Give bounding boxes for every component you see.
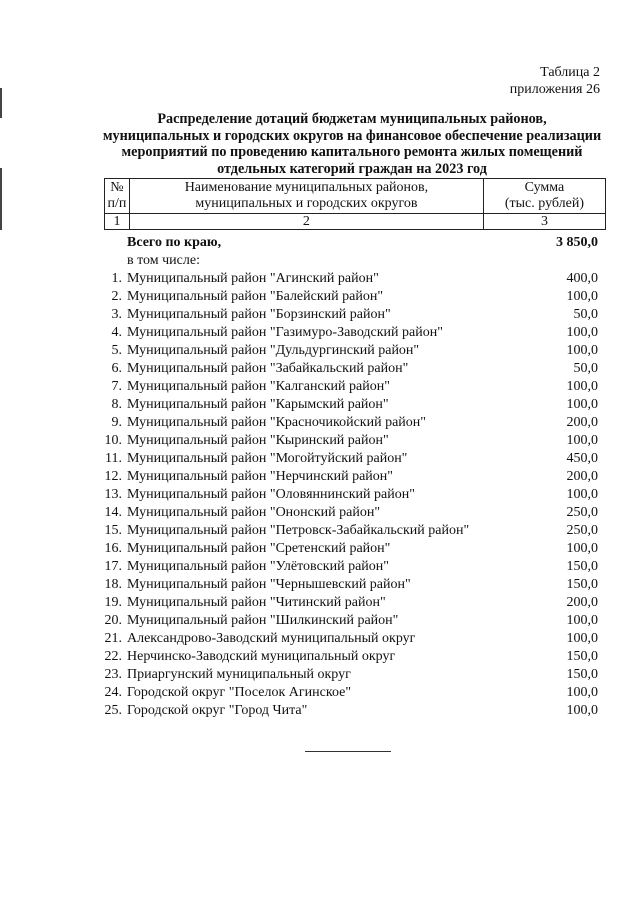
table-row: [0, 432, 640, 450]
row-name: Городской округ "Поселок Агинское": [127, 685, 352, 700]
including-label: в том числе:: [127, 253, 200, 268]
row-number: 22.: [104, 649, 122, 664]
caption-table-number: Таблица 2: [540, 65, 600, 80]
table-row: [0, 666, 640, 684]
row-name: Приаргунский муниципальный округ: [127, 667, 351, 682]
table-row: [0, 558, 640, 576]
table-row: [0, 630, 640, 648]
row-value: 100,0: [566, 541, 598, 556]
row-name: Муниципальный район "Балейский район": [127, 289, 384, 304]
row-number: 18.: [104, 577, 122, 592]
header-col-name-line: муниципальных и городских округов: [195, 196, 418, 211]
table-row: [0, 540, 640, 558]
table-row: [0, 594, 640, 612]
row-number: 7.: [111, 379, 122, 394]
row-number: 25.: [104, 703, 122, 718]
row-value: 450,0: [566, 451, 598, 466]
caption-appendix: приложения 26: [509, 82, 600, 97]
header-col-sum: [483, 179, 605, 214]
row-value: 150,0: [566, 649, 598, 664]
table-row: [0, 450, 640, 468]
title-line: мероприятий по проведению капитального ремонта жилых помещений: [121, 144, 583, 160]
table-row: [0, 306, 640, 324]
table-row: [0, 288, 640, 306]
row-value: 100,0: [566, 379, 598, 394]
header-index-2: 2: [129, 214, 483, 230]
total-row: [0, 234, 640, 252]
row-value: 100,0: [566, 703, 598, 718]
row-value: 100,0: [566, 289, 598, 304]
row-number: 1.: [111, 271, 122, 286]
row-value: 50,0: [573, 361, 598, 376]
table-row: [0, 414, 640, 432]
row-name: Муниципальный район "Газимуро-Заводский район": [127, 325, 443, 340]
header-col-sum-line: (тыс. рублей): [504, 196, 585, 211]
table-row: [0, 522, 640, 540]
table-header: [104, 178, 606, 230]
row-name: Муниципальный район "Петровск-Забайкальский район": [127, 523, 470, 538]
row-value: 150,0: [566, 577, 598, 592]
row-value: 100,0: [566, 343, 598, 358]
row-value: 200,0: [566, 469, 598, 484]
row-value: 200,0: [566, 415, 598, 430]
row-name: Муниципальный район "Ононский район": [127, 505, 381, 520]
row-number: 21.: [104, 631, 122, 646]
table-row: [0, 576, 640, 594]
row-name: Муниципальный район "Чернышевский район": [127, 577, 411, 592]
row-value: 100,0: [566, 631, 598, 646]
table-row: [0, 612, 640, 630]
row-value: 50,0: [573, 307, 598, 322]
row-value: 150,0: [566, 559, 598, 574]
row-number: 15.: [104, 523, 122, 538]
table-row: [0, 270, 640, 288]
row-value: 250,0: [566, 523, 598, 538]
row-number: 20.: [104, 613, 122, 628]
row-number: 14.: [104, 505, 122, 520]
row-number: 5.: [111, 343, 122, 358]
row-number: 17.: [104, 559, 122, 574]
total-label: Всего по краю,: [127, 235, 222, 250]
header-col-number-label: № п/п: [107, 180, 127, 211]
table-row: [0, 486, 640, 504]
scan-margin-mark: [0, 168, 2, 230]
header-col-name: [129, 179, 483, 214]
header-col-sum-line: Сумма: [524, 180, 565, 195]
row-value: 100,0: [566, 433, 598, 448]
table-row: [0, 342, 640, 360]
row-number: 16.: [104, 541, 122, 556]
row-name: Муниципальный район "Калганский район": [127, 379, 390, 394]
row-name: Муниципальный район "Читинский район": [127, 595, 386, 610]
title-line: муниципальных и городских округов на финансовое обеспечение реализации: [102, 127, 602, 144]
row-number: 2.: [111, 289, 122, 304]
row-name: Муниципальный район "Могойтуйский район": [127, 451, 408, 466]
row-number: 9.: [111, 415, 122, 430]
table-row: [0, 702, 640, 720]
header-col-name-line: Наименование муниципальных районов,: [184, 180, 429, 195]
row-number: 19.: [104, 595, 122, 610]
row-value: 100,0: [566, 685, 598, 700]
row-name: Муниципальный район "Кыринский район": [127, 433, 389, 448]
row-value: 200,0: [566, 595, 598, 610]
table-row: [0, 504, 640, 522]
row-value: 100,0: [566, 397, 598, 412]
table-row: [0, 684, 640, 702]
table-row: [0, 648, 640, 666]
row-value: 400,0: [566, 271, 598, 286]
table-row: [0, 468, 640, 486]
title-line: Распределение дотаций бюджетам муниципальных районов,: [157, 111, 547, 127]
row-name: Муниципальный район "Борзинский район": [127, 307, 391, 322]
document-title: [88, 111, 616, 177]
row-name: Александрово-Заводский муниципальный округ: [127, 631, 416, 646]
row-name: Муниципальный район "Оловяннинский район": [127, 487, 415, 502]
row-value: 250,0: [566, 505, 598, 520]
row-name: Муниципальный район "Улётовский район": [127, 559, 389, 574]
row-name: Городской округ "Город Чита": [127, 703, 308, 718]
subtotal-label-row: [0, 252, 640, 270]
row-number: 13.: [104, 487, 122, 502]
table-row: [0, 360, 640, 378]
row-number: 24.: [104, 685, 122, 700]
row-number: 23.: [104, 667, 122, 682]
row-value: 100,0: [566, 487, 598, 502]
row-number: 10.: [104, 433, 122, 448]
table-row: [0, 378, 640, 396]
row-value: 100,0: [566, 613, 598, 628]
row-name: Муниципальный район "Нерчинский район": [127, 469, 393, 484]
row-name: Муниципальный район "Агинский район": [127, 271, 379, 286]
row-number: 6.: [111, 361, 122, 376]
header-index-1: 1: [105, 214, 130, 230]
table-row: [0, 324, 640, 342]
row-value: 150,0: [566, 667, 598, 682]
row-value: 100,0: [566, 325, 598, 340]
end-of-table-rule: [305, 751, 391, 752]
title-line: отдельных категорий граждан на 2023 год: [217, 160, 487, 177]
total-value: 3 850,0: [556, 235, 598, 250]
row-name: Нерчинско-Заводский муниципальный округ: [127, 649, 396, 664]
row-name: Муниципальный район "Карымский район": [127, 397, 389, 412]
table-row: [0, 396, 640, 414]
table-caption: [510, 64, 600, 98]
row-number: 12.: [104, 469, 122, 484]
row-number: 3.: [111, 307, 122, 322]
row-name: Муниципальный район "Шилкинский район": [127, 613, 399, 628]
header-col-number: [105, 179, 130, 214]
header-index-3: 3: [483, 214, 605, 230]
row-name: Муниципальный район "Красночикойский район": [127, 415, 426, 430]
row-name: Муниципальный район "Забайкальский район": [127, 361, 409, 376]
row-number: 8.: [111, 397, 122, 412]
row-number: 11.: [105, 451, 122, 466]
scan-margin-mark: [0, 88, 2, 118]
row-number: 4.: [111, 325, 122, 340]
row-name: Муниципальный район "Дульдургинский район": [127, 343, 420, 358]
row-name: Муниципальный район "Сретенский район": [127, 541, 391, 556]
